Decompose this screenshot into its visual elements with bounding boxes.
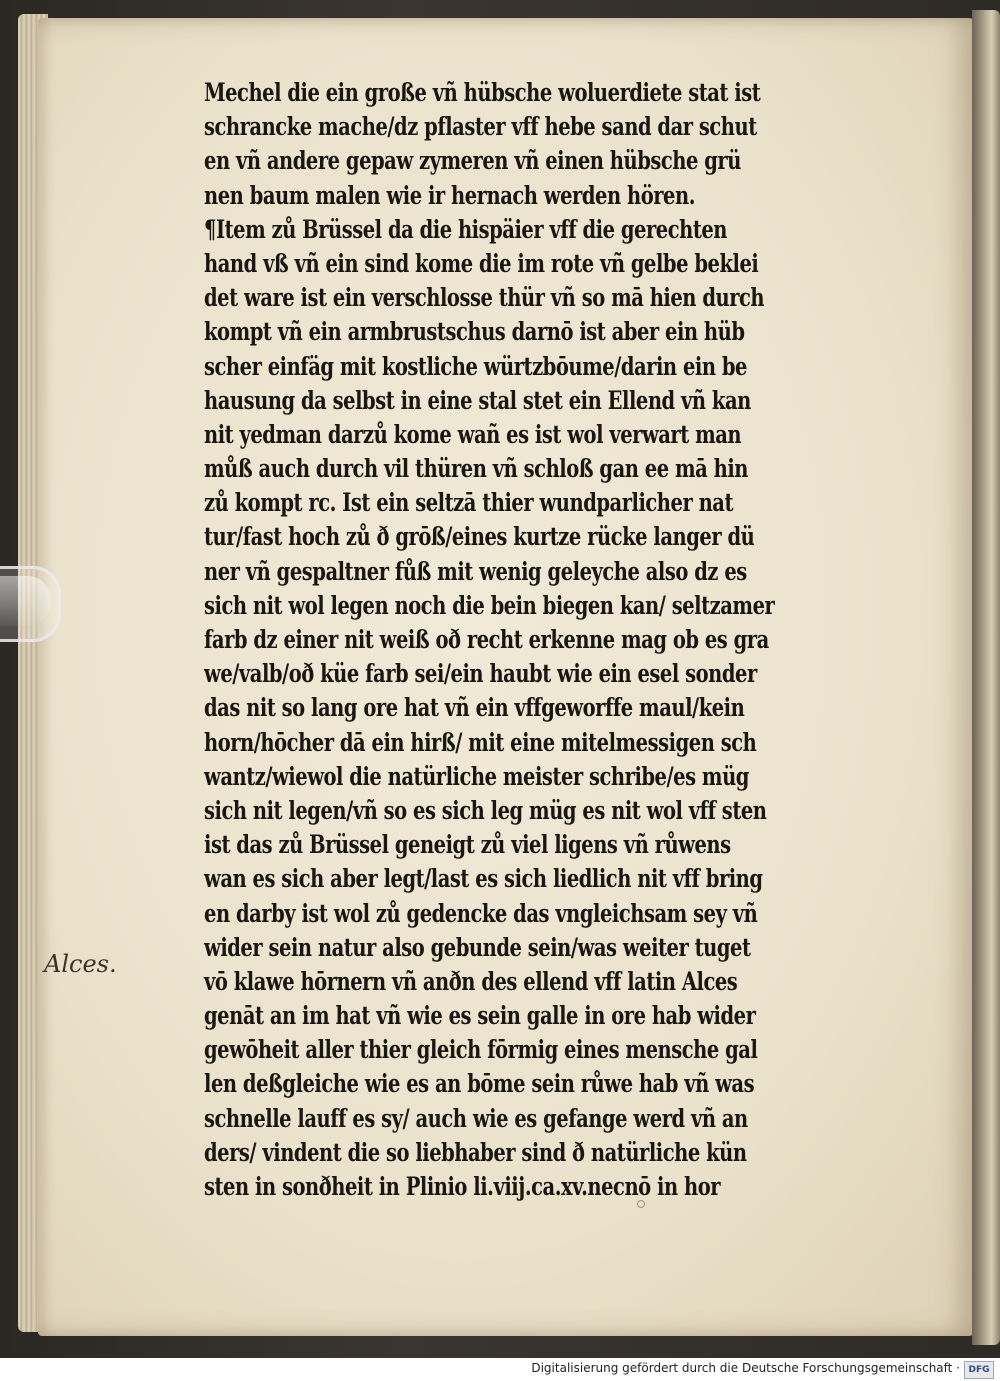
text-line: schnelle lauff es sy/ auch wie es gefange werd vñ an <box>204 1103 748 1133</box>
text-line: sich nit legen/vñ so es sich leg müg es nit wol vff sten <box>204 795 767 825</box>
text-line: schrancke mache/dz pflaster vff hebe sand dar schut <box>204 112 757 142</box>
text-line: nit yedman darzů kome wañ es ist wol verwart man <box>204 419 742 449</box>
text-line: zů kompt rc. Ist ein seltzā thier wundparlicher nat <box>204 488 733 518</box>
text-line: en vñ andere gepaw zymeren vñ einen hübsche grü <box>204 146 741 176</box>
dfg-logo-icon: DFG <box>964 1361 994 1379</box>
text-line: en darby ist wol zů gedencke das vngleichsam sey vñ <box>204 898 758 928</box>
footer <box>0 1358 1000 1381</box>
text-line: můß auch durch vil thüren vñ schloß gan ee mā hin <box>204 454 749 484</box>
text-line: genāt an im hat vñ wie es sein galle in ore hab wider <box>204 1001 756 1031</box>
text-line: wider sein natur also gebunde sein/was weiter tuget <box>204 932 751 962</box>
marginal-note: Alces. <box>44 950 117 978</box>
text-line: det ware ist ein verschlosse thür vñ so mā hien durch <box>204 283 765 313</box>
text-line: nen baum malen wie ir hernach werden hören. <box>204 180 696 210</box>
text-line: ner vñ gespaltner fůß mit wenig geleyche also dz es <box>204 556 747 586</box>
text-line: das nit so lang ore hat vñ ein vffgeworffe maul/kein <box>204 693 745 723</box>
text-line: wan es sich aber legt/last es sich liedlich nit vff bring <box>204 864 763 894</box>
text-line: farb dz einer nit weiß oð recht erkenne mag ob es gra <box>204 625 769 654</box>
text-line: we/valb/oð küe farb sei/ein haubt wie ein esel sonder <box>204 659 757 689</box>
text-line: len deßgleiche wie es an bōme sein růwe hab vñ was <box>204 1069 755 1099</box>
page-gutter <box>972 10 1000 1345</box>
text-line: vō klawe hōrnern vñ anðn des ellend vff latin Alces <box>204 966 738 996</box>
page-clip <box>0 566 61 642</box>
text-line: ¶Item zů Brüssel da die hispäier vff die gerechten <box>204 214 728 244</box>
text-line: sich nit wol legen noch die bein biegen kan/ seltzamer <box>204 590 775 620</box>
footer-credit: Digitalisierung gefördert durch die Deutsche Forschungsgemeinschaft · <box>531 1361 960 1375</box>
text-line: Mechel die ein große vñ hübsche woluerdiete stat ist <box>204 78 761 107</box>
body-text <box>204 76 924 1204</box>
text-line: sten in sonðheit in Plinio li.viij.ca.xv.necnō in hor <box>204 1172 721 1201</box>
text-line: gewōheit aller thier gleich fōrmig eines mensche gal <box>204 1035 758 1065</box>
text-line: ders/ vindent die so liebhaber sind ð natürliche kün <box>204 1137 747 1167</box>
page-mark <box>637 1200 645 1208</box>
text-line: tur/fast hoch zů ð grōß/eines kurtze rücke langer dü <box>204 522 755 552</box>
text-line: hausung da selbst in eine stal stet ein Ellend vñ kan <box>204 385 751 415</box>
text-line: wantz/wiewol die natürliche meister schribe/es müg <box>204 761 749 791</box>
text-line: ist das zů Brüssel geneigt zů viel ligens vñ růwens <box>204 830 731 860</box>
text-line: horn/hōcher dā ein hirß/ mit eine mitelmessigen sch <box>204 727 757 757</box>
text-line: kompt vñ ein armbrustschus darnō ist aber ein hüb <box>204 317 745 347</box>
text-line: scher einfäg mit kostliche würtzbōume/darin ein be <box>204 351 747 381</box>
text-line: hand vß vñ ein sind kome die im rote vñ gelbe beklei <box>204 248 759 278</box>
